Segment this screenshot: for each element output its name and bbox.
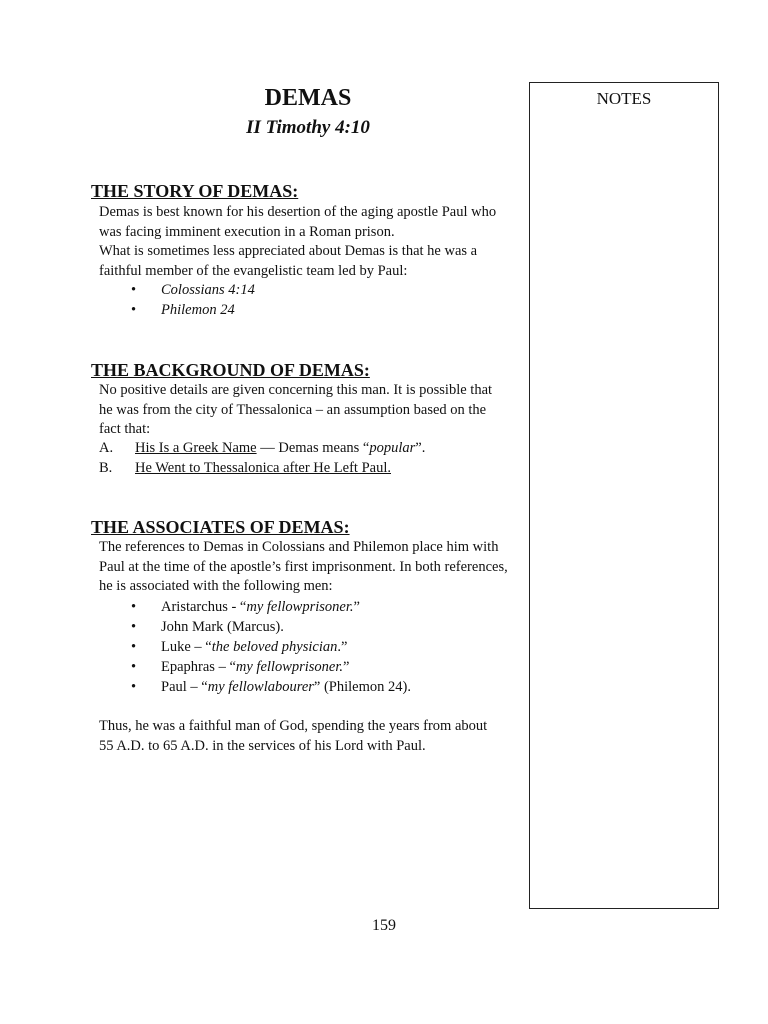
background-line: fact that: (99, 421, 151, 437)
bullet-icon: • (131, 659, 137, 675)
associate-name: Paul – “ (161, 679, 208, 695)
list-item (99, 637, 529, 657)
associates-line: he is associated with the following men: (99, 578, 333, 594)
associate-quote: my fellowlabourer (207, 679, 314, 695)
bullet-icon: • (131, 619, 137, 635)
associates-paragraph (99, 538, 529, 597)
associate-quote: my fellowprisoner. (246, 599, 354, 615)
background-heading: THE BACKGROUND OF DEMAS: (91, 360, 370, 380)
item-letter: A. (99, 440, 114, 456)
list-item (99, 617, 529, 637)
story-line: was facing imminent execution in a Roman prison. (99, 223, 395, 240)
background-line: he was from the city of Thessalonica – an assumption based on the (99, 401, 487, 418)
bullet-icon: • (131, 302, 137, 318)
associates-list (99, 597, 529, 697)
associate-name: John Mark (Marcus). (161, 619, 284, 635)
associates-heading: THE ASSOCIATES OF DEMAS: (91, 517, 350, 537)
reference-text: Philemon 24 (161, 302, 235, 318)
associate-after: .” (337, 639, 348, 655)
list-item (99, 657, 529, 677)
page-number: 159 (372, 917, 396, 934)
associates-line: The references to Demas in Colossians and Philemon place him with (99, 539, 499, 555)
reference-text: Colossians 4:14 (161, 282, 255, 298)
story-line: What is sometimes less appreciated about Demas is that he was a (99, 243, 478, 259)
item-title: He Went to Thessalonica after He Left Paul. (135, 459, 391, 476)
list-item (99, 459, 529, 479)
associate-name: Epaphras – “ (161, 659, 236, 675)
conclusion-line: Thus, he was a faithful man of God, spending the years from about (99, 718, 488, 734)
story-heading: THE STORY OF DEMAS: (91, 181, 299, 201)
story-line: faithful member of the evangelistic team led by Paul: (99, 262, 408, 279)
background-line: No positive details are given concerning this man. It is possible that (99, 382, 493, 398)
bullet-icon: • (131, 599, 137, 615)
conclusion-paragraph (99, 717, 529, 756)
list-item (99, 439, 529, 459)
associate-after: ” (353, 599, 360, 615)
list-item (99, 300, 529, 320)
list-item (99, 677, 529, 697)
story-line: Demas is best known for his desertion of the aging apostle Paul who (99, 204, 497, 220)
associate-after: ” (343, 659, 350, 675)
list-item (99, 280, 529, 300)
associate-after: ” (Philemon 24). (313, 679, 411, 695)
story-reference-list (99, 280, 529, 320)
associate-quote: the beloved physician (211, 639, 338, 655)
background-lettered-list (99, 439, 529, 478)
list-item (99, 597, 529, 617)
bullet-icon: • (131, 679, 137, 695)
associate-name: Aristarchus - “ (161, 599, 247, 615)
conclusion-line: 55 A.D. to 65 A.D. in the services of his Lord with Paul. (99, 737, 426, 754)
associates-line: Paul at the time of the apostle’s first imprisonment. In both references, (99, 558, 508, 575)
notes-label: NOTES (596, 89, 652, 108)
item-text: ”. (415, 440, 426, 456)
item-text: — Demas means “ (256, 440, 370, 456)
scripture-reference: II Timothy 4:10 (246, 117, 370, 138)
page-title: DEMAS (264, 85, 352, 111)
item-emphasis: popular (369, 440, 416, 456)
bullet-icon: • (131, 282, 137, 298)
notes-box (529, 82, 719, 909)
background-paragraph (99, 381, 529, 440)
associate-name: Luke – “ (161, 639, 212, 655)
associate-quote: my fellowprisoner. (235, 659, 344, 675)
item-title: His Is a Greek Name (135, 440, 257, 456)
item-letter: B. (99, 459, 113, 476)
bullet-icon: • (131, 639, 137, 655)
story-paragraph (99, 203, 529, 281)
